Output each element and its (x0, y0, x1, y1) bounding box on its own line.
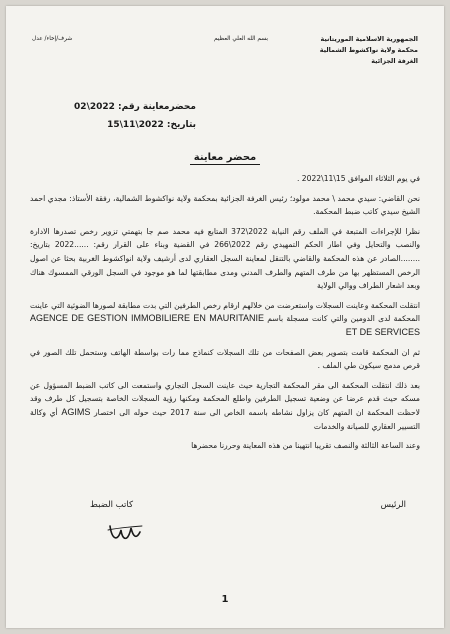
document-page (6, 6, 444, 628)
agims-acronym: AGIMS (61, 406, 91, 417)
paragraph-commercial-court-text: بعد ذلك انتقلت المحكمة الى مقر المحكمة التجارية حيث عاينت السجل التجاري واستمعت الى كاتب الضبط المسؤول عن مسكه حيث قدم عرضا عن وضعية تسجيل الطرفين واطلع المحكمة ومكنها رؤية السجلات الخاصة بتسجيل كل طرف وقد لاحظت المحكمة ان المتهم كان يزاول نشاطه باسمه الخاص الى سنة 2017 حيث حوله الى اختصار (30, 380, 421, 417)
document-title-text: محضر معاينة (190, 152, 260, 165)
document-body (30, 172, 420, 459)
paragraph-photos: ثم ان المحكمة قامت بتصوير بعض الصفحات من تلك السجلات كنماذج مما رات بواسطة الهاتف وستحمل تلك الصور في قرص مدمج سيكون طي الملف . (30, 347, 420, 371)
page-number: 1 (221, 594, 229, 605)
chamber-name: الغرفة الجزائية (371, 57, 418, 65)
republic-name: الجمهورية الاسلامية الموريتانية (320, 35, 418, 43)
president-signature-label: الرئيس (380, 500, 406, 510)
paragraph-date: في يوم الثلاثاء الموافق 15\11\2022 . (296, 174, 420, 183)
clerk-signature-label: كاتب الضبط (90, 500, 134, 510)
document-title (6, 152, 444, 163)
paragraph-closing: وعند الساعة الثالثة والنصف تقريبا انتهينا من هذه المعاينة وحررنا محضرها (191, 441, 420, 451)
paragraph-registry (30, 299, 420, 340)
paragraph-commercial-court (30, 379, 420, 433)
agims-expansion: أي وكالة التسيير العقاري للصيانة والخدمات (30, 407, 420, 431)
clerk-signature-mark (106, 516, 146, 546)
paragraph-registry-text: انتقلت المحكمة وعاينت السجلات واستعرضت من خلالهم ارقام رخص الطرفين التي بدت مطابقة لصورها الضوئية التي عاينت المحكمة لدى الدومين والتي كانت مسجلة باسم (30, 300, 420, 324)
court-name: محكمة ولاية نواكشوط الشمالية (319, 46, 418, 54)
agency-name-latin: AGENCE DE GESTION IMMOBILIERE EN MAURITANIE ET DE SERVICES (30, 313, 420, 337)
paragraph-judge: نحن القاضي: سيدي محمد \ محمد مولود؛ رئيس الغرفة الجزائية بمحكمة ولاية نواكشوط الشمالية، رفقة الأستاذ: مجدي احمد الشيخ سيدي كاتب ضبط المحكمة. (30, 193, 420, 217)
minutes-date: بتاريخ: 2022\11\15 (107, 120, 196, 130)
minutes-reference (46, 98, 196, 134)
paragraph-procedure: نظرا للإجراءات المتبعة في الملف رقم النيابة 2022\372 المتابع فيه محمد صم جا بتهمتي تزوير رخص تصدرها الادارة والنصب والتحايل وفي اطار الحكم التمهيدي رقم 2022\266 في القضية وبناء على القرار رقم: ......2022 بتاريخ: ........الصادر عن هذه المحكمة والقاضي بالتنقل لمعاينة السجل العقاري لدى أرشيف ولاية انواكشوط الغربية بحثا عن اصول الرخص المستظهر بها من طرف المتهم والطرف المدني ومدى مطابقتها لما هو موجود في السجل الورقي الممسوك هناك وبعد اشعار الطراف ووالي الولاية (30, 226, 421, 291)
minutes-number: محضرمعاينة رقم: 2022\02 (74, 102, 196, 112)
issuer-header (268, 34, 418, 67)
national-motto: شرف/إخاء/ عدل (32, 36, 73, 42)
basmala: بسم الله العلي العظيم (213, 36, 269, 42)
